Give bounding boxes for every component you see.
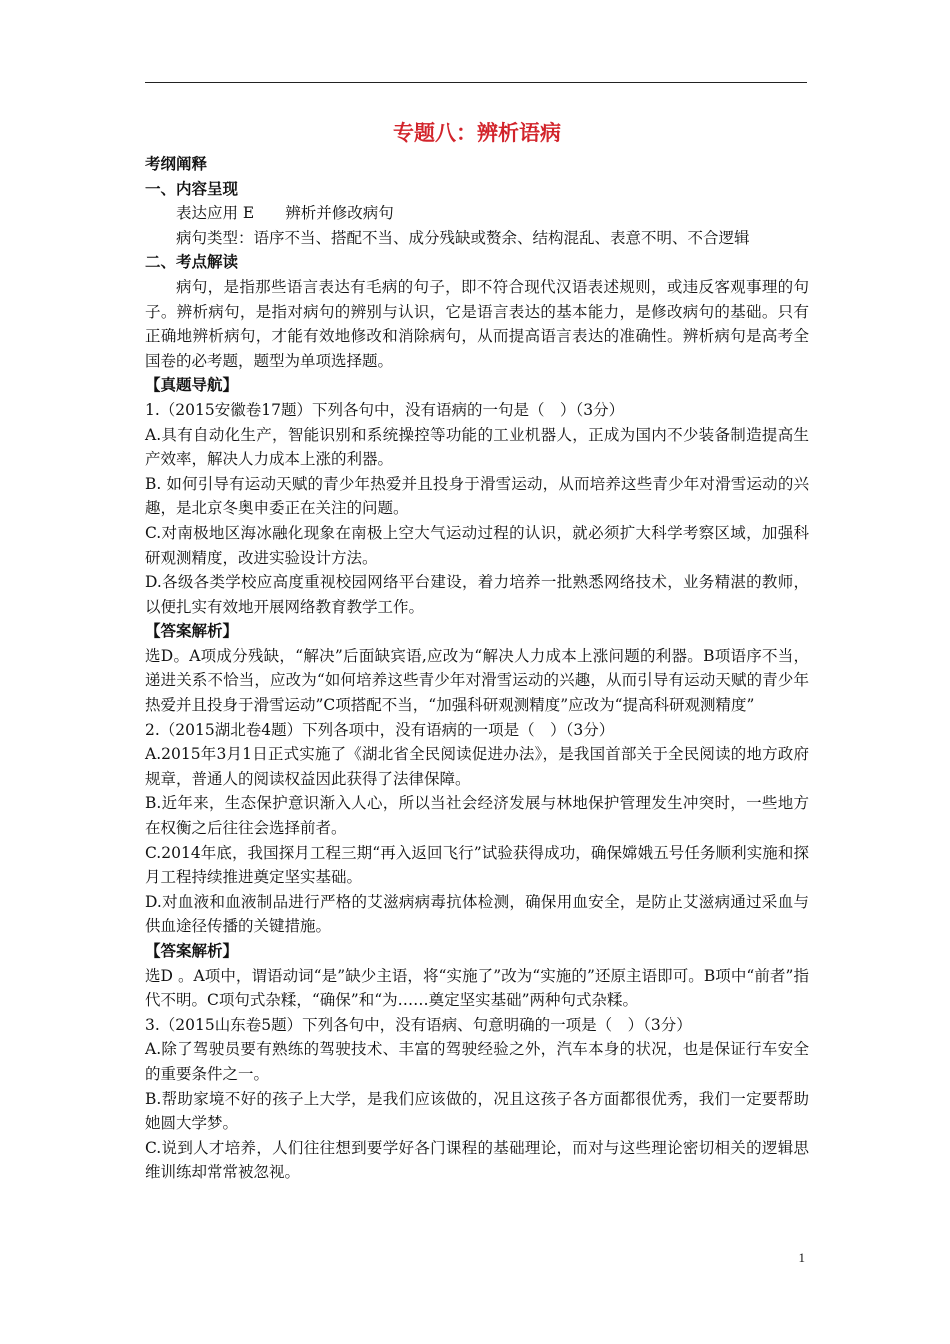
page-title: 专题八：辨析语病 — [393, 121, 561, 145]
q1-stem: 1.（2015安徽卷17题）下列各句中，没有语病的一句是（ ）（3分） — [145, 400, 625, 419]
section2-heading: 二、考点解读 — [145, 253, 239, 272]
q1-answer-heading: 【答案解析】 — [145, 622, 239, 641]
q2-answer: 选D 。A项中，谓语动词“是”缺少主语，将“实施了”改为“实施的”还原主语即可。B项中“前者”指代不明。C项句式杂糅，“确保”和“为……奠定坚实基础”两种句式杂糅。 — [145, 966, 809, 1010]
section-kaogang: 考纲阐释 — [145, 155, 208, 173]
page-number: 1 — [798, 1250, 805, 1265]
q1-option-c: C.对南极地区海冰融化现象在南极上空大气运动过程的认识，就必须扩大科学考察区域，加强科研观测精度，改进实验设计方法。 — [145, 523, 809, 567]
q2-option-c: C.2014年底，我国探月工程三期“再入返回飞行”试验获得成功，确保嫦娥五号任务顺利实施和探月工程持续推进奠定坚实基础。 — [145, 843, 809, 887]
q3-option-a: A.除了驾驶员要有熟练的驾驶技术、丰富的驾驶经验之外，汽车本身的状况，也是保证行车安全的重要条件之一。 — [145, 1040, 809, 1083]
q1-option-b: B. 如何引导有运动天赋的青少年热爱并且投身于滑雪运动，从而培养这些青少年对滑雪运动的兴趣，是北京冬奥申委正在关注的问题。 — [145, 474, 809, 518]
document-body — [145, 118, 809, 1185]
q1-option-a: A.具有自动化生产，智能识别和系统操控等功能的工业机器人，正成为国内不少装备制造提高生产效率，解决人力成本上涨的利器。 — [145, 425, 809, 469]
section1-line1: 表达应用 E 辨析并修改病句 — [176, 204, 394, 223]
section2-paragraph: 病句，是指那些语言表达有毛病的句子，即不符合现代汉语表述规则，或违反客观事理的句子。辨析病句，是指对病句的辨别与认识，它是语言表达的基本能力，是修改病句的基础。只有正确地辨析病句，才能有效地修改和消除病句，从而提高语言表达的准确性。辨析病句是高考全国卷的必考题，题型为单项选择题。 — [145, 277, 809, 370]
q3-option-b: B.帮助家境不好的孩子上大学，是我们应该做的，况且这孩子各方面都很优秀，我们一定要帮助她圆大学梦。 — [145, 1089, 809, 1133]
q1-option-d: D.各级各类学校应高度重视校园网络平台建设，着力培养一批熟悉网络技术，业务精湛的教师，以便扎实有效地开展网络教育教学工作。 — [145, 573, 809, 616]
q2-answer-heading: 【答案解析】 — [145, 942, 239, 960]
q3-stem: 3.（2015山东卷5题）下列各句中，没有语病、句意明确的一项是（ ）（3分） — [145, 1015, 692, 1034]
header-rule — [145, 82, 807, 83]
q3-option-c: C.说到人才培养，人们往往想到要学好各门课程的基础理论，而对与这些理论密切相关的逻辑思维训练却常常被忽视。 — [145, 1138, 809, 1182]
q2-option-b: B.近年来，生态保护意识渐入人心，所以当社会经济发展与林地保护管理发生冲突时，一些地方在权衡之后往往会选择前者。 — [145, 794, 809, 838]
section1-line2: 病句类型：语序不当、搭配不当、成分残缺或赘余、结构混乱、表意不明、不合逻辑 — [176, 228, 750, 247]
q2-stem: 2.（2015湖北卷4题）下列各项中，没有语病的一项是（ ）（3分） — [145, 720, 615, 739]
section1-heading: 一、内容呈现 — [145, 179, 239, 198]
q2-option-d: D.对血液和血液制品进行严格的艾滋病病毒抗体检测，确保用血安全，是防止艾滋病通过采血与供血途径传播的关键措施。 — [145, 892, 809, 936]
q2-option-a: A.2015年3月1日正式实施了《湖北省全民阅读促进办法》，是我国首部关于全民阅读的地方政府规章，普通人的阅读权益因此获得了法律保障。 — [145, 745, 809, 788]
zhenti-heading: 【真题导航】 — [145, 376, 239, 395]
q1-answer: 选D。A项成分残缺，“解决”后面缺宾语,应改为“解决人力成本上涨问题的利器。B项语序不当，递进关系不恰当，应改为“如何培养这些青少年对滑雪运动的兴趣，从而引导有运动天赋的青少年热爱并且投身于滑雪运动”C项搭配不当，“加强科研观测精度”应改为“提高科研观测精度” — [145, 646, 809, 715]
